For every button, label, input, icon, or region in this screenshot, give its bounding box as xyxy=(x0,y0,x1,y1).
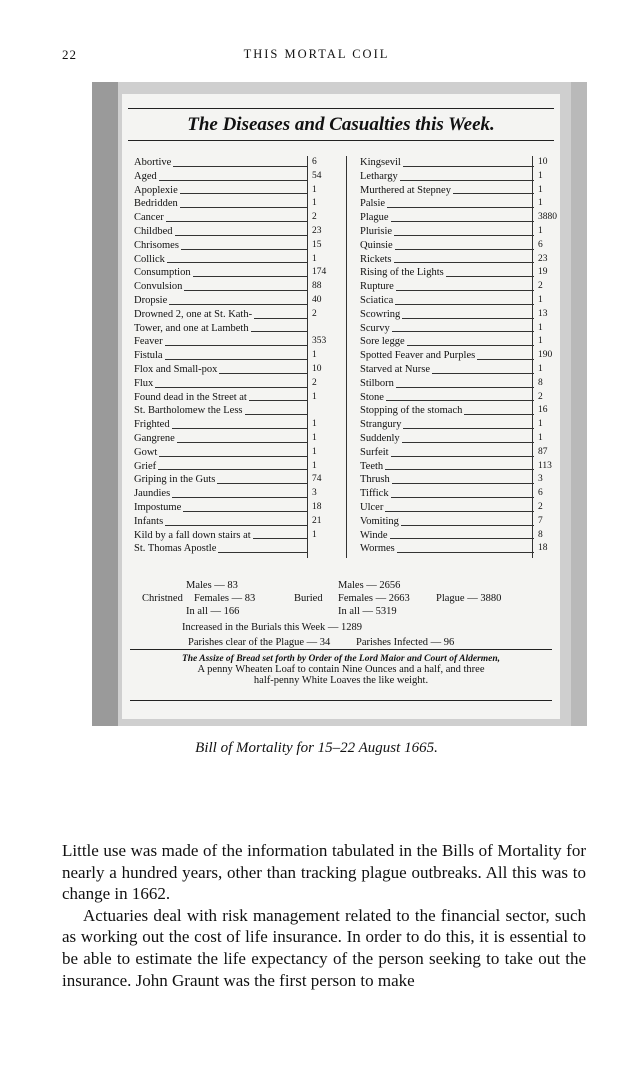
entry-name: Aged xyxy=(134,170,157,182)
entry-name: Chrisomes xyxy=(134,239,179,251)
bill-entry xyxy=(134,225,349,239)
entry-name: Drowned 2, one at St. Kath- xyxy=(134,308,253,320)
entry-count: 1 xyxy=(312,198,317,209)
assize-line-2: A penny Wheaten Loaf to contain Nine Ounces and a half, and three xyxy=(197,664,485,675)
bill-entry xyxy=(360,225,560,239)
entry-count: 40 xyxy=(312,294,322,305)
entry-name: Stilborn xyxy=(360,377,394,389)
parishes-infected: Parishes Infected — 96 xyxy=(356,637,455,648)
leader-line xyxy=(391,456,534,457)
entry-count: 353 xyxy=(312,336,327,347)
leader-line xyxy=(396,290,534,291)
bill-entry xyxy=(134,432,349,446)
entry-name: Starved at Nurse xyxy=(360,363,430,375)
entry-count: 113 xyxy=(538,460,552,471)
entry-count: 23 xyxy=(538,253,548,264)
assize-heading: The Assize of Bread set forth by Order of the Lord Maior and Court of Aldermen, xyxy=(181,654,501,664)
entry-count: 2 xyxy=(538,281,543,292)
leader-line xyxy=(155,387,307,388)
bill-entry xyxy=(134,515,349,529)
bill-entry xyxy=(134,487,349,501)
entry-name: Plurisie xyxy=(360,225,393,237)
entry-count: 174 xyxy=(312,267,327,278)
entry-name: Wormes xyxy=(360,543,395,555)
bill-entry xyxy=(134,322,349,336)
bill-entry xyxy=(134,391,349,405)
entry-count: 1 xyxy=(312,184,317,195)
running-head: THIS MORTAL COIL xyxy=(243,47,390,61)
entry-count: 3 xyxy=(538,474,543,485)
bill-entry xyxy=(360,197,560,211)
entry-count: 1 xyxy=(538,294,543,305)
bill-entry xyxy=(360,170,560,184)
bill-entry xyxy=(134,404,349,418)
leader-line xyxy=(385,511,534,512)
leader-line xyxy=(218,552,307,553)
left-count-rule xyxy=(307,156,308,558)
center-divider xyxy=(346,156,347,558)
leader-line xyxy=(172,428,307,429)
entry-name: Suddenly xyxy=(360,432,400,444)
entry-name: Tiffick xyxy=(360,488,389,500)
leader-line xyxy=(175,235,307,236)
entry-name: Feaver xyxy=(134,336,163,348)
entry-name: Kingsevil xyxy=(360,157,401,168)
entry-count: 1 xyxy=(312,432,317,443)
entry-count: 88 xyxy=(312,281,322,292)
bill-entry xyxy=(134,335,349,349)
entry-name: Consumption xyxy=(134,267,191,279)
leader-line xyxy=(392,483,534,484)
bill-entry xyxy=(134,280,349,294)
page-edge-shadow xyxy=(571,82,587,726)
bill-entry xyxy=(134,529,349,543)
leader-line xyxy=(401,525,534,526)
entry-name: Kild by a fall down stairs at xyxy=(134,529,251,541)
bill-entry xyxy=(134,363,349,377)
assize-rule-bottom xyxy=(130,700,552,701)
entry-count: 23 xyxy=(312,225,322,236)
bill-entry xyxy=(134,418,349,432)
leader-line xyxy=(183,511,307,512)
bill-entry xyxy=(134,294,349,308)
entry-name: Childbed xyxy=(134,225,173,237)
leader-line xyxy=(249,400,307,401)
entry-count: 19 xyxy=(538,267,548,278)
bill-entry xyxy=(360,363,560,377)
entry-count: 87 xyxy=(538,446,548,457)
bill-entry xyxy=(134,266,349,280)
entry-count: 18 xyxy=(538,543,548,554)
bill-entry xyxy=(134,211,349,225)
entry-name: Rupture xyxy=(360,281,394,293)
entry-count: 3880 xyxy=(538,212,557,223)
entry-count: 3 xyxy=(312,488,317,499)
entry-name: Sore legge xyxy=(360,336,405,348)
entry-name: Flux xyxy=(134,377,154,389)
leader-line xyxy=(165,359,307,360)
entry-count: 1 xyxy=(312,253,317,264)
entry-name: Found dead in the Street at xyxy=(134,391,247,403)
entry-count: 1 xyxy=(312,446,317,457)
entry-name: Jaundies xyxy=(134,488,171,500)
bill-entry xyxy=(360,460,560,474)
entry-name: Plague xyxy=(360,212,389,224)
leader-line xyxy=(385,469,534,470)
leader-line xyxy=(253,538,307,539)
leader-line xyxy=(477,359,534,360)
entry-count: 10 xyxy=(538,157,548,167)
entry-count: 15 xyxy=(312,239,322,250)
entry-name: Rickets xyxy=(360,253,392,265)
entry-count: 190 xyxy=(538,350,553,361)
bill-entry xyxy=(134,170,349,184)
buried-males: Males — 2656 xyxy=(338,580,401,591)
entry-name: Lethargy xyxy=(360,170,398,182)
entry-name: Griping in the Guts xyxy=(134,474,216,486)
leader-line xyxy=(464,414,534,415)
page-header xyxy=(0,47,633,67)
bill-entry xyxy=(134,156,349,170)
bill-entry xyxy=(360,156,560,170)
assize-line-3: half-penny White Loaves the like weight. xyxy=(253,675,429,686)
entry-count: 1 xyxy=(312,391,317,402)
bill-entry xyxy=(360,515,560,529)
entry-count: 1 xyxy=(538,170,543,181)
bill-entry xyxy=(360,377,560,391)
entry-name: Quinsie xyxy=(360,239,393,251)
bill-entry xyxy=(134,460,349,474)
entry-name: Scowring xyxy=(360,308,401,320)
entry-count: 1 xyxy=(312,350,317,361)
leader-line xyxy=(395,249,534,250)
leader-line xyxy=(180,207,307,208)
assize-rule-top xyxy=(130,649,552,650)
entry-name: Convulsion xyxy=(134,281,183,293)
bill-entry xyxy=(360,542,560,556)
entry-name: Teeth xyxy=(360,460,384,472)
bill-entry xyxy=(360,239,560,253)
leader-line xyxy=(159,180,307,181)
leader-line xyxy=(391,497,534,498)
leader-line xyxy=(169,304,307,305)
leader-line xyxy=(158,469,307,470)
leader-line xyxy=(403,166,534,167)
leader-line xyxy=(165,525,307,526)
leader-line xyxy=(165,345,307,346)
title-rule-top xyxy=(128,108,554,109)
leader-line xyxy=(219,373,307,374)
entry-count: 1 xyxy=(312,419,317,430)
entry-count: 7 xyxy=(538,515,543,526)
entry-name: Apoplexie xyxy=(134,184,178,196)
entry-name: Stopping of the stomach xyxy=(360,405,463,417)
entry-name: St. Bartholomew the Less xyxy=(134,405,243,417)
bill-entry xyxy=(134,542,349,556)
entry-count: 74 xyxy=(312,474,322,485)
entry-count: 1 xyxy=(538,419,543,430)
entry-count: 1 xyxy=(538,336,543,347)
entry-name: Ulcer xyxy=(360,501,384,513)
entry-count: 6 xyxy=(538,488,543,499)
entry-name: Winde xyxy=(360,529,388,541)
leader-line xyxy=(180,193,307,194)
leader-line xyxy=(402,318,534,319)
entry-count: 13 xyxy=(538,308,548,319)
bill-entry xyxy=(360,253,560,267)
entry-name: Impostume xyxy=(134,501,182,513)
leader-line xyxy=(254,318,307,319)
leader-line xyxy=(159,456,307,457)
leader-line xyxy=(400,180,534,181)
bill-entry xyxy=(134,253,349,267)
bill-entry xyxy=(360,391,560,405)
buried-plague: Plague — 3880 xyxy=(436,593,502,604)
leader-line xyxy=(432,373,534,374)
leader-line xyxy=(217,483,307,484)
leader-line xyxy=(166,221,307,222)
entry-name: Flox and Small-pox xyxy=(134,363,218,375)
leader-line xyxy=(177,442,307,443)
book-gutter-shadow xyxy=(92,82,118,726)
entry-count: 1 xyxy=(312,529,317,540)
leader-line xyxy=(453,193,534,194)
entry-name: Cancer xyxy=(134,212,164,224)
entry-name: Strangury xyxy=(360,419,402,431)
buried-all: In all — 5319 xyxy=(338,606,397,617)
entry-count: 2 xyxy=(538,501,543,512)
bill-entry xyxy=(134,197,349,211)
increased-burials: Increased in the Burials this Week — 1289 xyxy=(182,622,363,633)
bill-entry xyxy=(360,294,560,308)
leader-line xyxy=(397,552,534,553)
leader-line xyxy=(394,235,534,236)
leader-line xyxy=(167,262,307,263)
entry-count: 6 xyxy=(538,239,543,250)
bill-entry xyxy=(134,473,349,487)
entry-count: 10 xyxy=(312,363,322,374)
entry-name: Tower, and one at Lambeth xyxy=(134,322,249,334)
bill-entry xyxy=(360,322,560,336)
bill-entry xyxy=(360,487,560,501)
leader-line xyxy=(172,497,307,498)
leader-line xyxy=(193,276,307,277)
right-entries xyxy=(360,156,560,556)
entry-name: Grief xyxy=(134,460,157,472)
bill-of-mortality-figure xyxy=(92,82,587,726)
entry-count: 18 xyxy=(312,501,322,512)
christned-all: In all — 166 xyxy=(186,606,240,617)
bill-entry xyxy=(360,211,560,225)
entry-count: 8 xyxy=(538,529,543,540)
buried-label: Buried xyxy=(294,593,323,604)
entry-name: Spotted Feaver and Purples xyxy=(360,350,476,362)
bill-entry xyxy=(134,377,349,391)
entry-count: 16 xyxy=(538,405,548,416)
entry-name: Rising of the Lights xyxy=(360,267,444,279)
entry-name: Gowt xyxy=(134,446,158,458)
leader-line xyxy=(403,428,534,429)
entry-count: 1 xyxy=(312,460,317,471)
entry-name: Gangrene xyxy=(134,432,175,444)
christned-males: Males — 83 xyxy=(186,580,238,591)
leader-line xyxy=(251,331,307,332)
bill-entry xyxy=(360,335,560,349)
bill-entry xyxy=(360,418,560,432)
bill-entry xyxy=(134,349,349,363)
entry-name: Vomiting xyxy=(360,515,399,527)
leader-line xyxy=(395,304,534,305)
entry-name: Thrush xyxy=(360,474,390,486)
entry-count: 1 xyxy=(538,198,543,209)
bill-entry xyxy=(360,473,560,487)
entry-name: Surfeit xyxy=(360,446,389,458)
leader-line xyxy=(446,276,534,277)
entry-name: Scurvy xyxy=(360,322,390,334)
leader-line xyxy=(386,400,534,401)
bill-sheet xyxy=(122,94,560,719)
paragraph-1: Little use was made of the information tabulated in the Bills of Mortality for nearly a hundred years, other than tracking plague outbreaks. All this was to change in 1662. xyxy=(62,841,586,904)
christned-label: Christned xyxy=(142,593,183,604)
entry-count: 1 xyxy=(538,432,543,443)
figure-caption: Bill of Mortality for 15–22 August 1665. xyxy=(195,740,438,756)
entry-count: 1 xyxy=(538,363,543,374)
leader-line xyxy=(173,166,307,167)
entry-name: Infants xyxy=(134,515,164,527)
bill-entry xyxy=(360,349,560,363)
bill-entry xyxy=(360,501,560,515)
bill-entry xyxy=(360,280,560,294)
bill-entry xyxy=(360,446,560,460)
entry-name: St. Thomas Apostle xyxy=(134,543,217,555)
leader-line xyxy=(387,207,534,208)
entry-name: Bedridden xyxy=(134,198,178,210)
bill-entry xyxy=(134,239,349,253)
bill-entry xyxy=(360,432,560,446)
bill-entry xyxy=(134,446,349,460)
bill-title: The Diseases and Casualties this Week. xyxy=(187,114,495,135)
entry-count: 1 xyxy=(538,225,543,236)
bill-entry xyxy=(360,266,560,280)
bill-entry xyxy=(134,184,349,198)
entry-name: Sciatica xyxy=(360,294,394,306)
leader-line xyxy=(396,387,534,388)
parishes-clear: Parishes clear of the Plague — 34 xyxy=(188,637,331,648)
bill-entry xyxy=(134,308,349,322)
bill-entry xyxy=(360,184,560,198)
bill-entry xyxy=(360,529,560,543)
entry-count: 21 xyxy=(312,515,322,526)
entry-count: 2 xyxy=(312,377,317,388)
entry-name: Collick xyxy=(134,253,165,265)
entry-name: Murthered at Stepney xyxy=(360,184,451,196)
entry-name: Fistula xyxy=(134,350,163,362)
leader-line xyxy=(181,249,307,250)
leader-line xyxy=(391,221,534,222)
entry-name: Dropsie xyxy=(134,294,168,306)
right-count-rule xyxy=(532,156,533,558)
leader-line xyxy=(407,345,534,346)
entry-count: 54 xyxy=(312,170,322,181)
entry-name: Stone xyxy=(360,391,384,403)
leader-line xyxy=(390,538,534,539)
leader-line xyxy=(184,290,307,291)
entry-count: 8 xyxy=(538,377,543,388)
title-rule-bottom xyxy=(128,140,554,141)
body-text xyxy=(62,840,586,991)
entry-count: 2 xyxy=(538,391,543,402)
entry-name: Frighted xyxy=(134,419,170,431)
entry-count: 1 xyxy=(538,184,543,195)
entry-count: 1 xyxy=(538,322,543,333)
bill-entry xyxy=(134,501,349,515)
bill-entry xyxy=(360,308,560,322)
left-entries xyxy=(134,156,349,556)
entry-count: 2 xyxy=(312,308,317,319)
entry-name: Abortive xyxy=(134,157,172,168)
paragraph-2: Actuaries deal with risk management related to the financial sector, such as working out the cost of life insurance. In order to do this, it is essential to be able to estimate the life expectancy of the person seeking to take out the insurance. John Graunt was the first person to make xyxy=(62,905,586,990)
entry-count: 6 xyxy=(312,157,317,167)
leader-line xyxy=(402,442,534,443)
leader-line xyxy=(392,331,534,332)
entry-name: Palsie xyxy=(360,198,386,210)
assize-of-bread xyxy=(122,654,560,686)
entry-count: 2 xyxy=(312,212,317,223)
leader-line xyxy=(245,414,307,415)
page-number: 22 xyxy=(62,47,77,62)
buried-females: Females — 2663 xyxy=(338,593,410,604)
bill-entry xyxy=(360,404,560,418)
christned-females: Females — 83 xyxy=(194,593,256,604)
leader-line xyxy=(394,262,534,263)
